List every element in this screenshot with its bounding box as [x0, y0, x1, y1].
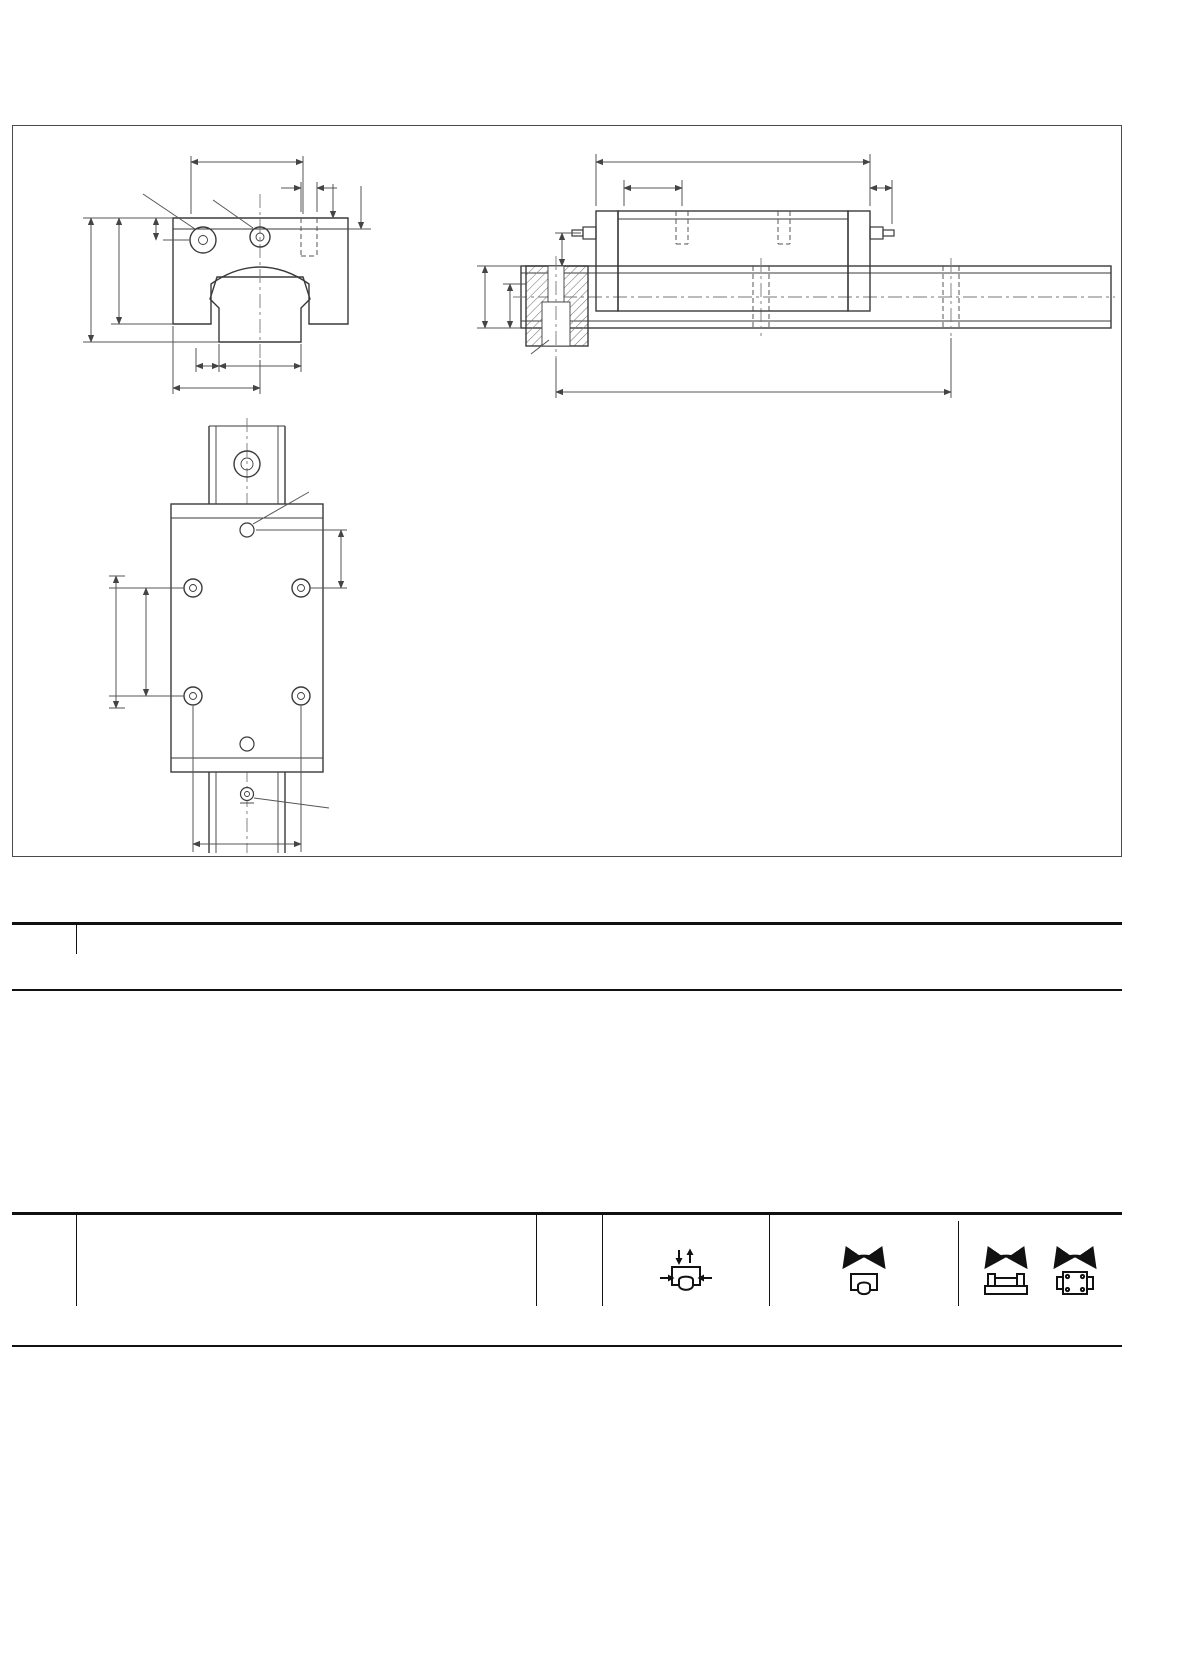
torque-yaw-icon [1047, 1246, 1103, 1303]
dims-group-header [76, 924, 1122, 954]
torque-group-header [769, 1214, 1122, 1306]
size-column-header [12, 924, 76, 990]
torque-ml-icons [958, 1246, 1123, 1303]
drawing-line-art [13, 126, 1118, 853]
specs-table [12, 1212, 1122, 1347]
dims-group-header [76, 1214, 536, 1306]
technical-drawing [12, 125, 1122, 857]
load-group-header [602, 1214, 769, 1306]
page-header [12, 12, 1122, 32]
size-column-header [12, 1214, 76, 1346]
drawing-notes [558, 509, 1110, 528]
column-header-row [12, 954, 1122, 990]
torque-roll-icon [836, 1246, 892, 1303]
mass-group-header [536, 1214, 602, 1306]
torque-pitch-icon [977, 1246, 1035, 1303]
load-directions-icon [659, 1248, 713, 1303]
column-header-row [12, 1306, 1122, 1346]
dimensions-table [12, 922, 1122, 991]
